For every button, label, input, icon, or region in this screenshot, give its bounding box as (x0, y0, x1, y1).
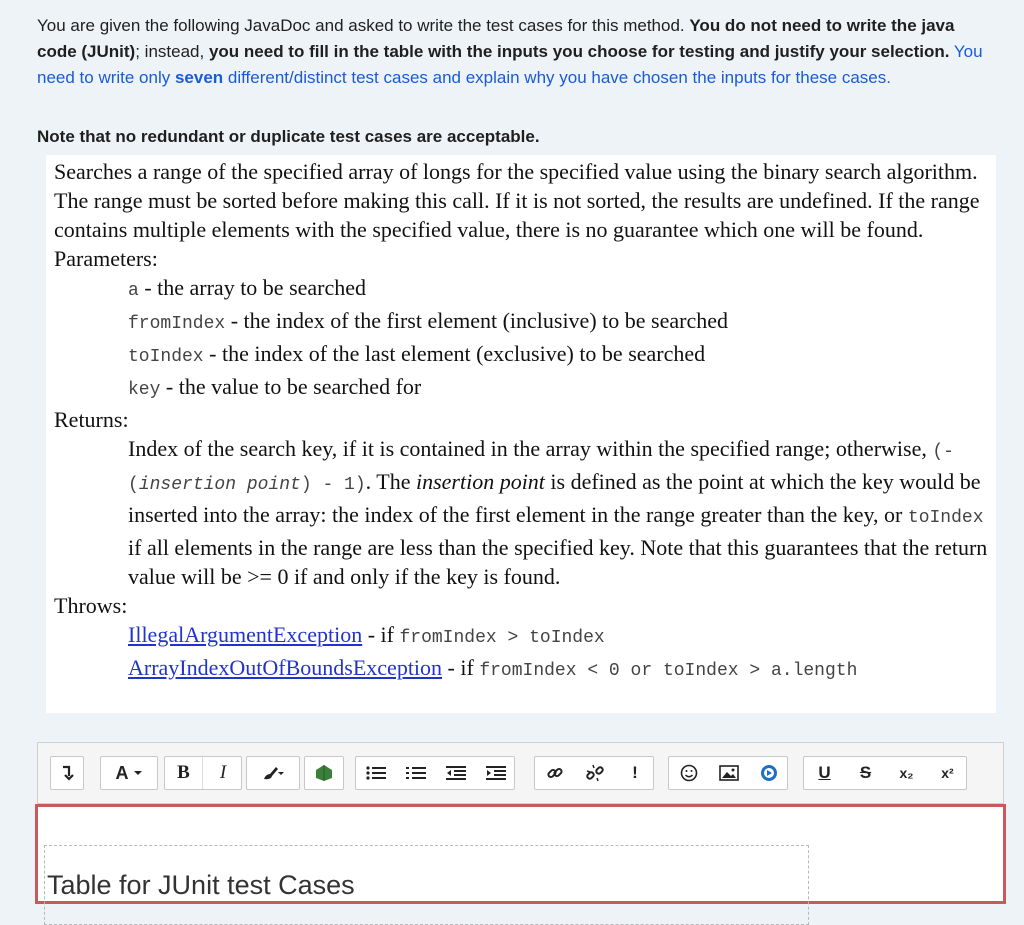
javadoc-panel (46, 155, 996, 713)
answer-editor[interactable] (35, 804, 1006, 904)
throws-row (54, 653, 988, 686)
outdent-button[interactable] (436, 757, 476, 789)
instr-part1: You are given the following JavaDoc and asked to write the test cases for this method. (37, 16, 690, 35)
table-title: Table for JUnit test Cases (47, 870, 355, 900)
font-color-label: A (115, 762, 129, 783)
returns-t1: Index of the search key, if it is contained in the array within the specified range; otherwise, (128, 436, 933, 461)
numbered-list-button[interactable] (396, 757, 436, 789)
image-button[interactable] (709, 757, 749, 789)
instr-part6: seven (174, 68, 224, 87)
throws-sep: - if (362, 622, 400, 647)
link-button[interactable] (535, 757, 575, 789)
returns-text (54, 434, 988, 591)
plugin-button[interactable] (304, 756, 344, 790)
puzzle-icon (314, 764, 334, 782)
media-button[interactable] (749, 757, 789, 789)
param-desc: - the index of the last element (exclusive) to be searched (203, 341, 706, 366)
link-icon (546, 764, 564, 782)
param-desc: - the index of the first element (inclusive) to be searched (225, 308, 728, 333)
param-desc: - the value to be searched for (160, 374, 422, 399)
bullet-list-icon (366, 765, 386, 781)
returns-code4: toIndex (907, 508, 984, 528)
indent-button[interactable] (476, 757, 516, 789)
instr-part5: You need to write only (37, 42, 983, 87)
subscript-button[interactable]: x₂ (899, 765, 914, 781)
brush-button[interactable] (246, 756, 300, 790)
param-row (54, 273, 988, 306)
smiley-icon (680, 764, 698, 782)
exception-link[interactable]: ArrayIndexOutOfBoundsException (128, 655, 443, 680)
param-name: a (128, 281, 139, 301)
throws-cond: fromIndex > toIndex (399, 628, 605, 648)
instr-part3: ; instead, (135, 42, 209, 61)
editor-toolbar (37, 742, 1004, 804)
param-row (54, 372, 988, 405)
font-color-button[interactable] (100, 756, 158, 790)
link-group (534, 756, 654, 790)
unlink-icon (586, 764, 604, 782)
insert-group (668, 756, 788, 790)
text-style-group (164, 756, 242, 790)
question-instructions (37, 13, 987, 91)
returns-code1: (-( (128, 442, 954, 495)
exclaim-button[interactable]: ! (632, 763, 638, 782)
returns-t4: if all elements in the range are less than the specified key. Note that this guarantees that the return value will be >= 0 if and only if the key is found. (128, 535, 988, 589)
param-name: key (128, 380, 161, 400)
format-group (803, 756, 967, 790)
throws-sep: - if (442, 655, 480, 680)
bullet-list-button[interactable] (356, 757, 396, 789)
underline-button[interactable]: U (818, 763, 831, 782)
param-row (54, 306, 988, 339)
italic-button[interactable]: I (219, 762, 227, 783)
strikethrough-button[interactable]: S (859, 763, 872, 782)
returns-t3: is defined as the point at which the key would be inserted into the array: the index of the first element in the range greater than the key, or (128, 469, 981, 527)
javadoc-description: Searches a range of the specified array of longs for the specified value using the binary search algorithm. The range must be sorted before making this call. If it is not sorted, the results are undefined. If the range contains multiple elements with the specified value, there is no guarantee which one will be found. (54, 159, 980, 242)
paragraph-format-button[interactable] (50, 756, 84, 790)
throws-cond: fromIndex < 0 or toIndex > a.length (479, 661, 858, 681)
returns-t2: . The (365, 469, 416, 494)
instr-part4: you need to fill in the table with the inputs you choose for testing and justify your selection. (208, 42, 950, 61)
brush-icon (262, 765, 284, 781)
superscript-button[interactable]: x² (941, 765, 954, 781)
list-group (355, 756, 515, 790)
param-row (54, 339, 988, 372)
returns-heading: Returns: (54, 407, 129, 432)
instr-part2: You do not need to write the java code (JUnit) (37, 16, 955, 61)
throws-heading: Throws: (54, 593, 128, 618)
chevron-down-icon (133, 769, 143, 777)
throws-row (54, 620, 988, 653)
instr-part7: different/distinct test cases and explain why you have chosen the inputs for these cases. (223, 68, 891, 87)
emoji-button[interactable] (669, 757, 709, 789)
param-desc: - the array to be searched (138, 275, 367, 300)
returns-code3: ) - 1) (300, 475, 366, 495)
param-name: fromIndex (128, 314, 226, 334)
exception-link[interactable]: IllegalArgumentException (128, 622, 363, 647)
answer-table-container[interactable] (44, 845, 809, 925)
numbered-list-icon (406, 765, 426, 781)
image-icon (719, 765, 739, 781)
indent-icon (486, 765, 506, 781)
return-arrow-icon (60, 765, 74, 781)
outdent-icon (446, 765, 466, 781)
returns-code2: insertion point (138, 475, 301, 495)
parameters-heading: Parameters: (54, 246, 158, 271)
media-icon (760, 764, 778, 782)
returns-ital: insertion point (415, 469, 545, 494)
bold-button[interactable]: B (165, 757, 203, 789)
unlink-button[interactable] (575, 757, 615, 789)
note-text: Note that no redundant or duplicate test cases are acceptable. (37, 127, 540, 146)
param-name: toIndex (128, 347, 204, 367)
